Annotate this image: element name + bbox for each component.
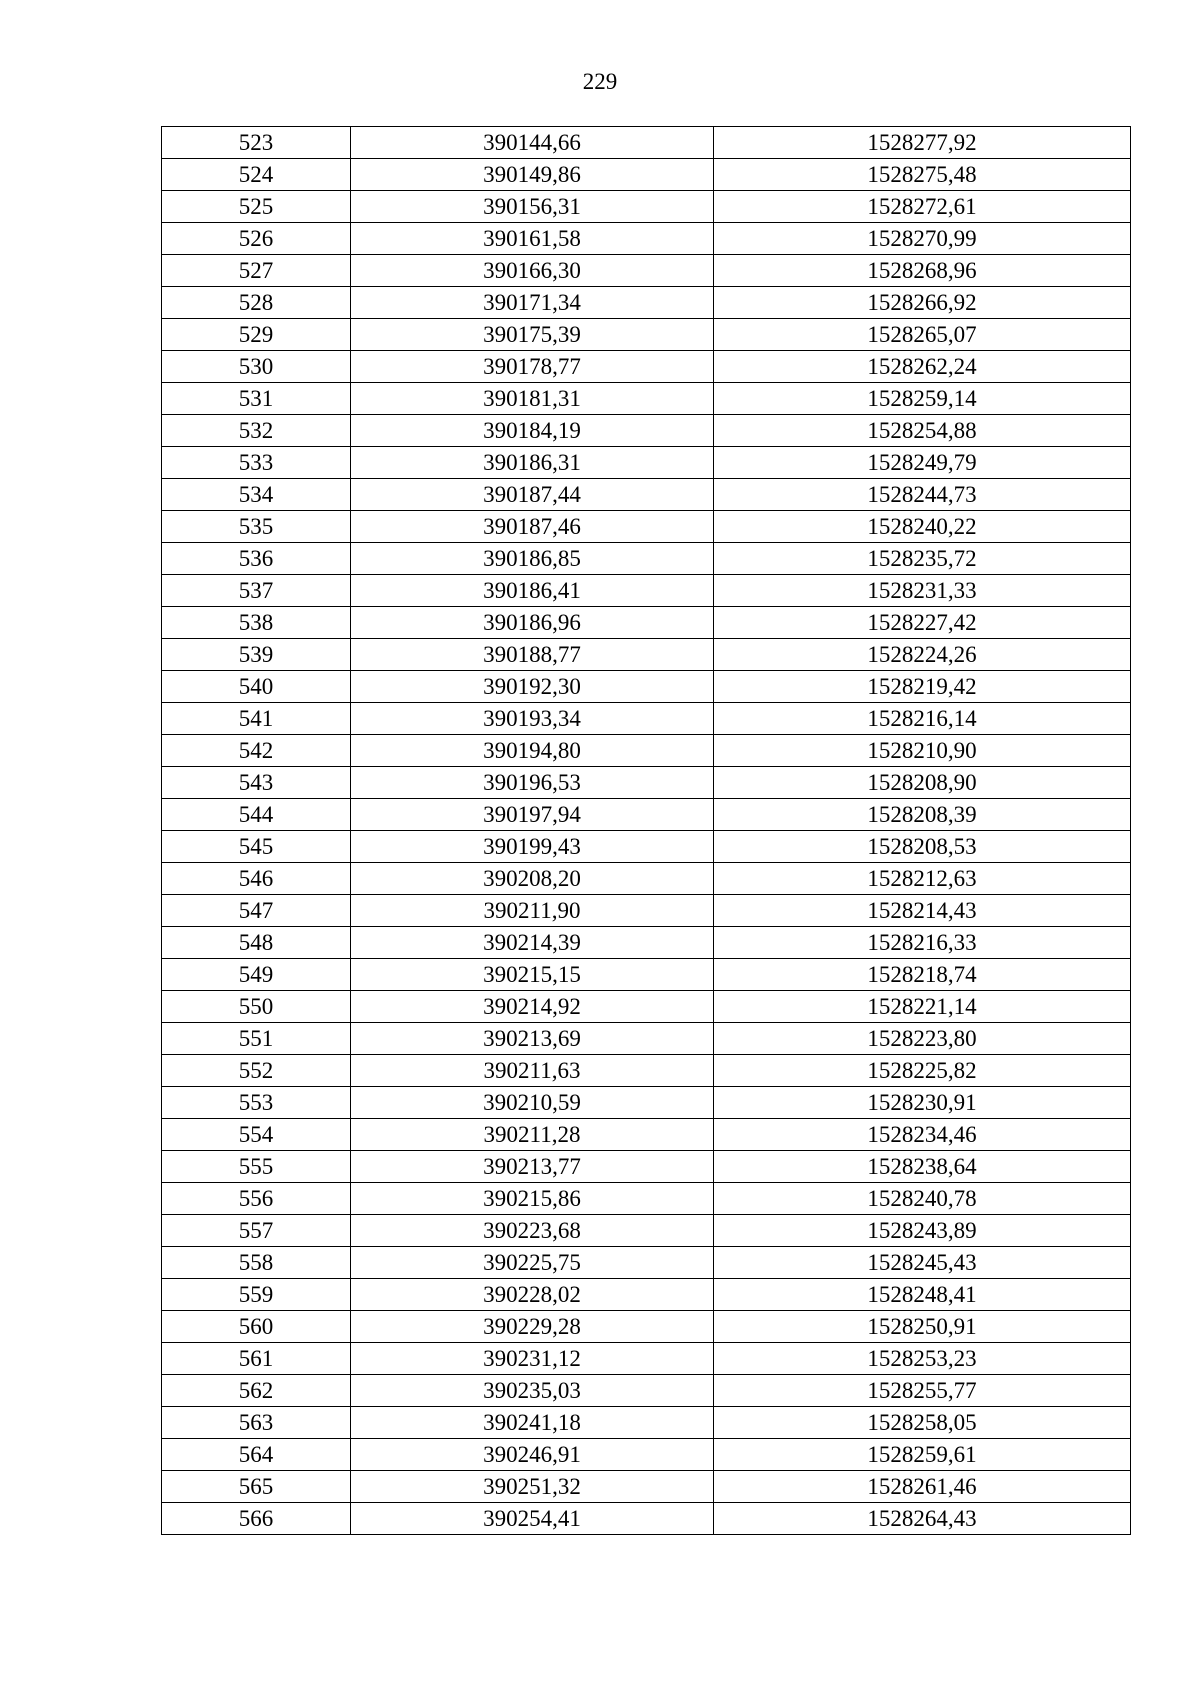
y-coordinate-cell: 1528250,91: [714, 1311, 1131, 1343]
table-row: [162, 1215, 1131, 1247]
x-coordinate-cell: 390186,85: [351, 543, 714, 575]
point-number-cell: 563: [162, 1407, 351, 1439]
x-coordinate-cell: 390192,30: [351, 671, 714, 703]
y-coordinate-cell: 1528262,24: [714, 351, 1131, 383]
point-number-cell: 530: [162, 351, 351, 383]
point-number-cell: 532: [162, 415, 351, 447]
table-row: [162, 799, 1131, 831]
point-number-cell: 550: [162, 991, 351, 1023]
y-coordinate-cell: 1528216,14: [714, 703, 1131, 735]
y-coordinate-cell: 1528261,46: [714, 1471, 1131, 1503]
x-coordinate-cell: 390144,66: [351, 127, 714, 159]
x-coordinate-cell: 390215,86: [351, 1183, 714, 1215]
y-coordinate-cell: 1528272,61: [714, 191, 1131, 223]
x-coordinate-cell: 390210,59: [351, 1087, 714, 1119]
table-row: [162, 735, 1131, 767]
table-row: [162, 543, 1131, 575]
y-coordinate-cell: 1528259,14: [714, 383, 1131, 415]
y-coordinate-cell: 1528218,74: [714, 959, 1131, 991]
x-coordinate-cell: 390213,77: [351, 1151, 714, 1183]
table-row: [162, 511, 1131, 543]
table-row: [162, 127, 1131, 159]
point-number-cell: 565: [162, 1471, 351, 1503]
y-coordinate-cell: 1528249,79: [714, 447, 1131, 479]
y-coordinate-cell: 1528268,96: [714, 255, 1131, 287]
table-row: [162, 1279, 1131, 1311]
point-number-cell: 540: [162, 671, 351, 703]
table-row: [162, 447, 1131, 479]
x-coordinate-cell: 390246,91: [351, 1439, 714, 1471]
table-row: [162, 1023, 1131, 1055]
point-number-cell: 543: [162, 767, 351, 799]
x-coordinate-cell: 390178,77: [351, 351, 714, 383]
point-number-cell: 546: [162, 863, 351, 895]
x-coordinate-cell: 390211,63: [351, 1055, 714, 1087]
y-coordinate-cell: 1528253,23: [714, 1343, 1131, 1375]
table-row: [162, 639, 1131, 671]
y-coordinate-cell: 1528214,43: [714, 895, 1131, 927]
point-number-cell: 561: [162, 1343, 351, 1375]
y-coordinate-cell: 1528219,42: [714, 671, 1131, 703]
y-coordinate-cell: 1528277,92: [714, 127, 1131, 159]
table-row: [162, 287, 1131, 319]
x-coordinate-cell: 390184,19: [351, 415, 714, 447]
point-number-cell: 555: [162, 1151, 351, 1183]
point-number-cell: 547: [162, 895, 351, 927]
y-coordinate-cell: 1528234,46: [714, 1119, 1131, 1151]
point-number-cell: 531: [162, 383, 351, 415]
x-coordinate-cell: 390188,77: [351, 639, 714, 671]
point-number-cell: 556: [162, 1183, 351, 1215]
table-row: [162, 1471, 1131, 1503]
point-number-cell: 552: [162, 1055, 351, 1087]
y-coordinate-cell: 1528231,33: [714, 575, 1131, 607]
x-coordinate-cell: 390187,46: [351, 511, 714, 543]
x-coordinate-cell: 390215,15: [351, 959, 714, 991]
table-row: [162, 1119, 1131, 1151]
table-row: [162, 351, 1131, 383]
x-coordinate-cell: 390208,20: [351, 863, 714, 895]
x-coordinate-cell: 390196,53: [351, 767, 714, 799]
y-coordinate-cell: 1528258,05: [714, 1407, 1131, 1439]
point-number-cell: 548: [162, 927, 351, 959]
point-number-cell: 528: [162, 287, 351, 319]
table-row: [162, 863, 1131, 895]
point-number-cell: 562: [162, 1375, 351, 1407]
point-number-cell: 554: [162, 1119, 351, 1151]
point-number-cell: 557: [162, 1215, 351, 1247]
point-number-cell: 536: [162, 543, 351, 575]
table-row: [162, 831, 1131, 863]
table-row: [162, 1375, 1131, 1407]
y-coordinate-cell: 1528223,80: [714, 1023, 1131, 1055]
table-row: [162, 607, 1131, 639]
y-coordinate-cell: 1528235,72: [714, 543, 1131, 575]
point-number-cell: 525: [162, 191, 351, 223]
table-row: [162, 767, 1131, 799]
y-coordinate-cell: 1528224,26: [714, 639, 1131, 671]
point-number-cell: 539: [162, 639, 351, 671]
table-row: [162, 1503, 1131, 1535]
point-number-cell: 527: [162, 255, 351, 287]
table-row: [162, 415, 1131, 447]
table-row: [162, 223, 1131, 255]
y-coordinate-cell: 1528238,64: [714, 1151, 1131, 1183]
y-coordinate-cell: 1528240,22: [714, 511, 1131, 543]
x-coordinate-cell: 390225,75: [351, 1247, 714, 1279]
y-coordinate-cell: 1528243,89: [714, 1215, 1131, 1247]
point-number-cell: 526: [162, 223, 351, 255]
y-coordinate-cell: 1528240,78: [714, 1183, 1131, 1215]
x-coordinate-cell: 390229,28: [351, 1311, 714, 1343]
point-number-cell: 560: [162, 1311, 351, 1343]
table-row: [162, 959, 1131, 991]
x-coordinate-cell: 390254,41: [351, 1503, 714, 1535]
y-coordinate-cell: 1528248,41: [714, 1279, 1131, 1311]
point-number-cell: 537: [162, 575, 351, 607]
x-coordinate-cell: 390156,31: [351, 191, 714, 223]
table-row: [162, 927, 1131, 959]
x-coordinate-cell: 390214,39: [351, 927, 714, 959]
point-number-cell: 538: [162, 607, 351, 639]
x-coordinate-cell: 390231,12: [351, 1343, 714, 1375]
point-number-cell: 559: [162, 1279, 351, 1311]
y-coordinate-cell: 1528264,43: [714, 1503, 1131, 1535]
y-coordinate-cell: 1528265,07: [714, 319, 1131, 351]
table-row: [162, 159, 1131, 191]
table-row: [162, 1183, 1131, 1215]
x-coordinate-cell: 390171,34: [351, 287, 714, 319]
coordinates-table: [161, 126, 1131, 1535]
x-coordinate-cell: 390175,39: [351, 319, 714, 351]
y-coordinate-cell: 1528270,99: [714, 223, 1131, 255]
point-number-cell: 558: [162, 1247, 351, 1279]
x-coordinate-cell: 390194,80: [351, 735, 714, 767]
y-coordinate-cell: 1528245,43: [714, 1247, 1131, 1279]
point-number-cell: 549: [162, 959, 351, 991]
page-number: 229: [582, 69, 618, 94]
point-number-cell: 534: [162, 479, 351, 511]
x-coordinate-cell: 390211,90: [351, 895, 714, 927]
y-coordinate-cell: 1528212,63: [714, 863, 1131, 895]
y-coordinate-cell: 1528225,82: [714, 1055, 1131, 1087]
x-coordinate-cell: 390161,58: [351, 223, 714, 255]
table-row: [162, 479, 1131, 511]
point-number-cell: 566: [162, 1503, 351, 1535]
y-coordinate-cell: 1528216,33: [714, 927, 1131, 959]
y-coordinate-cell: 1528259,61: [714, 1439, 1131, 1471]
x-coordinate-cell: 390241,18: [351, 1407, 714, 1439]
x-coordinate-cell: 390186,96: [351, 607, 714, 639]
x-coordinate-cell: 390214,92: [351, 991, 714, 1023]
table-row: [162, 671, 1131, 703]
y-coordinate-cell: 1528275,48: [714, 159, 1131, 191]
x-coordinate-cell: 390187,44: [351, 479, 714, 511]
x-coordinate-cell: 390186,31: [351, 447, 714, 479]
x-coordinate-cell: 390186,41: [351, 575, 714, 607]
y-coordinate-cell: 1528208,53: [714, 831, 1131, 863]
table-row: [162, 575, 1131, 607]
table-row: [162, 895, 1131, 927]
table-row: [162, 1343, 1131, 1375]
point-number-cell: 533: [162, 447, 351, 479]
coordinates-table-body: [162, 127, 1131, 1535]
table-row: [162, 1247, 1131, 1279]
y-coordinate-cell: 1528208,90: [714, 767, 1131, 799]
table-row: [162, 703, 1131, 735]
point-number-cell: 553: [162, 1087, 351, 1119]
table-row: [162, 319, 1131, 351]
y-coordinate-cell: 1528254,88: [714, 415, 1131, 447]
y-coordinate-cell: 1528227,42: [714, 607, 1131, 639]
point-number-cell: 535: [162, 511, 351, 543]
x-coordinate-cell: 390211,28: [351, 1119, 714, 1151]
table-row: [162, 1439, 1131, 1471]
table-row: [162, 383, 1131, 415]
x-coordinate-cell: 390181,31: [351, 383, 714, 415]
x-coordinate-cell: 390223,68: [351, 1215, 714, 1247]
x-coordinate-cell: 390166,30: [351, 255, 714, 287]
point-number-cell: 545: [162, 831, 351, 863]
table-row: [162, 1055, 1131, 1087]
table-row: [162, 1151, 1131, 1183]
x-coordinate-cell: 390197,94: [351, 799, 714, 831]
point-number-cell: 524: [162, 159, 351, 191]
table-row: [162, 1087, 1131, 1119]
table-row: [162, 1311, 1131, 1343]
y-coordinate-cell: 1528221,14: [714, 991, 1131, 1023]
point-number-cell: 564: [162, 1439, 351, 1471]
table-row: [162, 255, 1131, 287]
x-coordinate-cell: 390199,43: [351, 831, 714, 863]
x-coordinate-cell: 390193,34: [351, 703, 714, 735]
y-coordinate-cell: 1528208,39: [714, 799, 1131, 831]
x-coordinate-cell: 390228,02: [351, 1279, 714, 1311]
x-coordinate-cell: 390213,69: [351, 1023, 714, 1055]
point-number-cell: 551: [162, 1023, 351, 1055]
point-number-cell: 541: [162, 703, 351, 735]
table-row: [162, 991, 1131, 1023]
x-coordinate-cell: 390149,86: [351, 159, 714, 191]
point-number-cell: 523: [162, 127, 351, 159]
x-coordinate-cell: 390251,32: [351, 1471, 714, 1503]
y-coordinate-cell: 1528255,77: [714, 1375, 1131, 1407]
point-number-cell: 529: [162, 319, 351, 351]
point-number-cell: 544: [162, 799, 351, 831]
x-coordinate-cell: 390235,03: [351, 1375, 714, 1407]
y-coordinate-cell: 1528266,92: [714, 287, 1131, 319]
y-coordinate-cell: 1528210,90: [714, 735, 1131, 767]
y-coordinate-cell: 1528230,91: [714, 1087, 1131, 1119]
table-row: [162, 191, 1131, 223]
table-row: [162, 1407, 1131, 1439]
point-number-cell: 542: [162, 735, 351, 767]
y-coordinate-cell: 1528244,73: [714, 479, 1131, 511]
